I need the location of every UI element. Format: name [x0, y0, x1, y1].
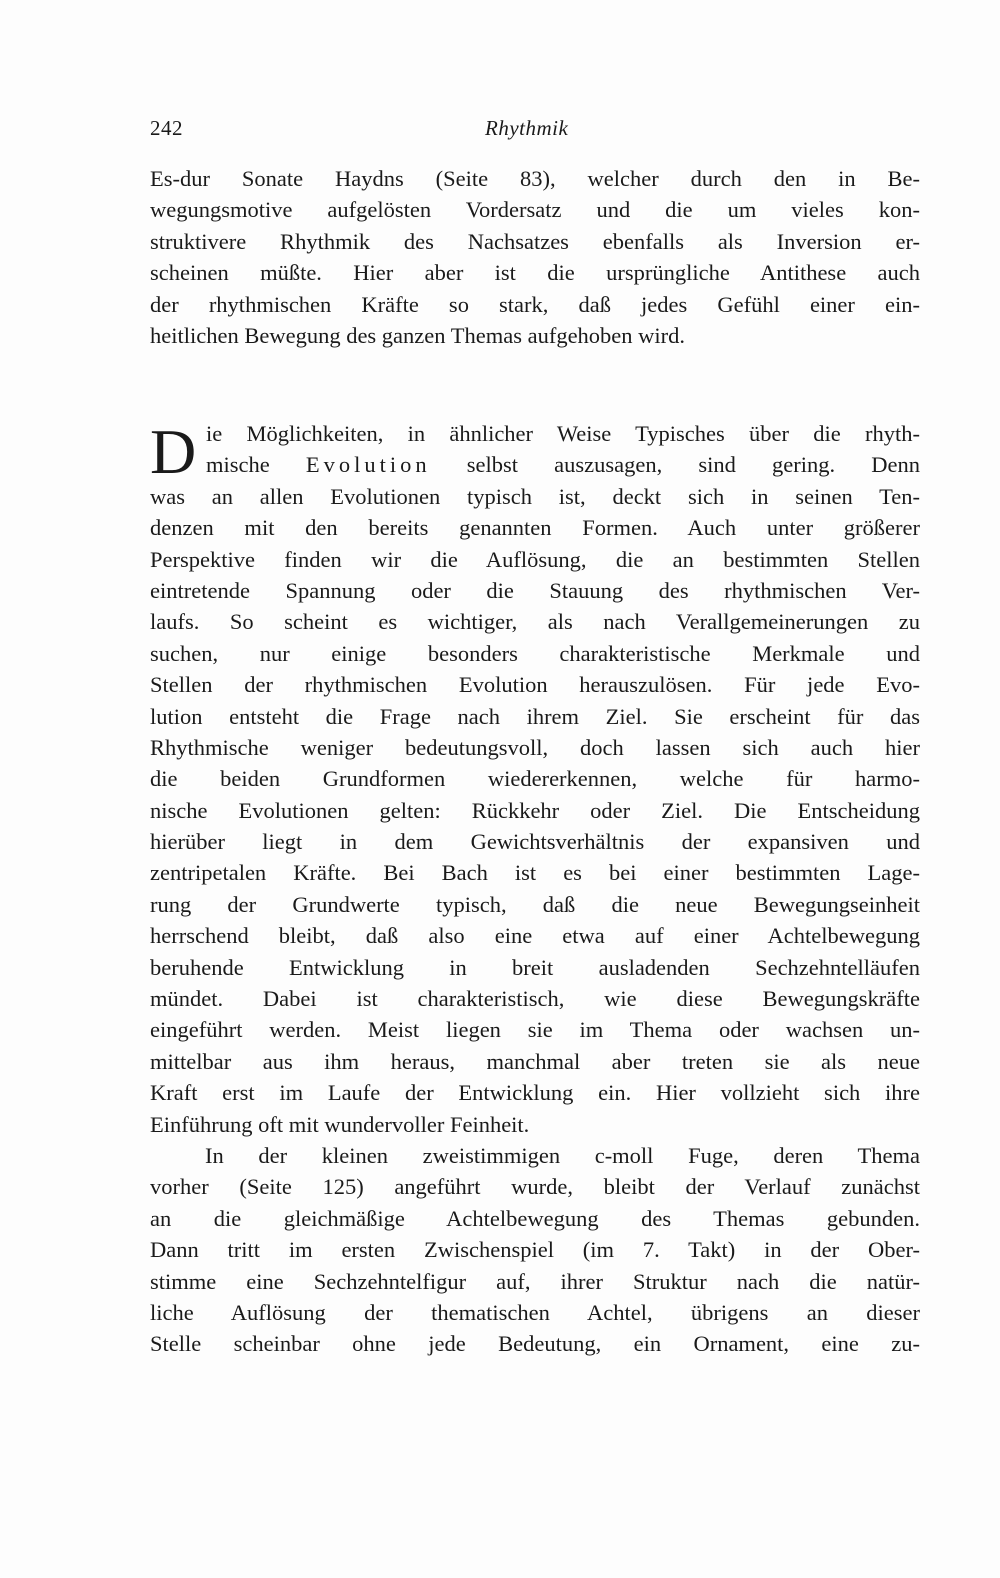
text-line: nische Evolutionen gelten: Rückkehr oder Ziel. Die Entscheidung [150, 797, 920, 823]
text-line: der rhythmischen Kräfte so stark, daß jedes Gefühl einer ein- [150, 291, 920, 317]
text-line: an die gleichmäßige Achtelbewegung des Themas gebunden. [150, 1205, 920, 1231]
emphasized-word: Evolution [305, 452, 431, 478]
text-line: denzen mit den bereits genannten Formen. Auch unter größerer [150, 515, 920, 541]
text-line: rung der Grundwerte typisch, daß die neue Bewegungseinheit [150, 891, 920, 917]
text-line: Einführung oft mit wundervoller Feinheit. [150, 1111, 530, 1137]
text-line: vorher (Seite 125) angeführt wurde, bleibt der Verlauf zunächst [150, 1174, 920, 1200]
text-line: zentripetalen Kräfte. Bei Bach ist es bei einer bestimmten Lage- [150, 860, 920, 886]
paragraph-2 [150, 418, 920, 1360]
paragraph-1 [150, 163, 920, 351]
text-line: Dann tritt im ersten Zwischenspiel (im 7. Takt) in der Ober- [150, 1237, 920, 1263]
text-line: Stellen der rhythmischen Evolution herauszulösen. Für jede Evo- [150, 672, 920, 698]
text-line: herrschend bleibt, daß also eine etwa auf einer Achtelbewegung [150, 923, 920, 949]
text-line: ie Möglichkeiten, in ähnlicher Weise Typisches über die rhyth- [206, 421, 920, 446]
text-line: stimme eine Sechzehntelfigur auf, ihrer Struktur nach die natür- [150, 1268, 920, 1294]
text-line: wegungsmotive aufgelösten Vordersatz und die um vieles kon- [150, 197, 920, 223]
text-line: Es-dur Sonate Haydns (Seite 83), welcher durch den in Be- [150, 166, 920, 191]
running-title: Rhythmik [485, 116, 569, 140]
text-line: Rhythmische weniger bedeutungsvoll, doch lassen sich auch hier [150, 734, 920, 760]
text-line: eingeführt werden. Meist liegen sie im Thema oder wachsen un- [150, 1017, 920, 1043]
text-line: mittelbar aus ihm heraus, manchmal aber treten sie als neue [150, 1048, 920, 1074]
text-line: hierüber liegt in dem Gewichtsverhältnis der expansiven und [150, 829, 920, 855]
text-line: In der kleinen zweistimmigen c-moll Fuge, deren Thema [205, 1142, 920, 1168]
text-line: heitlichen Bewegung des ganzen Themas aufgehoben wird. [150, 322, 686, 348]
text-line: was an allen Evolutionen typisch ist, deckt sich in seinen Ten- [150, 483, 920, 509]
page-number: 242 [150, 116, 183, 140]
text-line: eintretende Spannung oder die Stauung des rhythmischen Ver- [150, 577, 920, 603]
text-line: liche Auflösung der thematischen Achtel, übrigens an dieser [150, 1299, 920, 1325]
text-line: struktivere Rhythmik des Nachsatzes ebenfalls als Inversion er- [150, 228, 920, 254]
text-line: beruhende Entwicklung in breit ausladenden Sechzehntelläufen [150, 954, 920, 980]
text-line: scheinen müßte. Hier aber ist die ursprüngliche Antithese auch [150, 260, 920, 286]
text-line: Kraft erst im Laufe der Entwicklung ein. Hier vollzieht sich ihre [150, 1080, 920, 1106]
text-line: suchen, nur einige besonders charakteristische Merkmale und [150, 640, 920, 666]
text-line: lution entsteht die Frage nach ihrem Ziel. Sie erscheint für das [150, 703, 920, 729]
text-line: Perspektive finden wir die Auflösung, die an bestimmten Stellen [150, 546, 920, 572]
text-line: mündet. Dabei ist charakteristisch, wie diese Bewegungskräfte [150, 986, 920, 1012]
text-fragment: selbst auszusagen, sind gering. Denn [430, 452, 920, 478]
page-header [150, 116, 920, 146]
text-line: Stelle scheinbar ohne jede Bedeutung, ein Ornament, eine zu- [150, 1331, 920, 1357]
text-fragment: mische [206, 452, 306, 478]
text-line: laufs. So scheint es wichtiger, als nach Verallgemeinerungen zu [150, 609, 920, 635]
drop-cap: D [150, 416, 197, 487]
text-line [150, 449, 920, 480]
text-line: die beiden Grundformen wiedererkennen, welche für harmo- [150, 766, 920, 792]
